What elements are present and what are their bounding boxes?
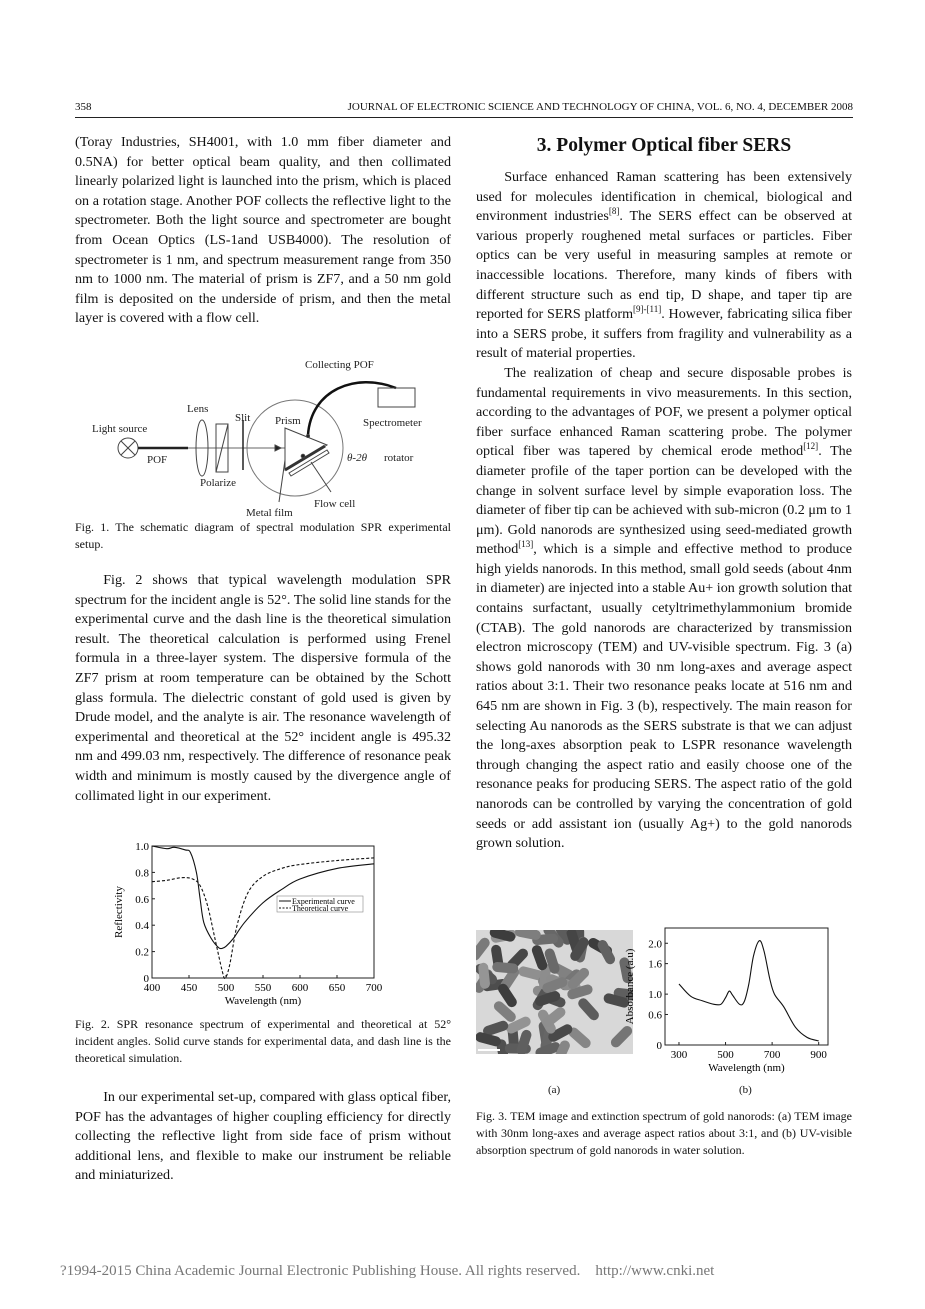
section-heading: 3. Polymer Optical fiber SERS	[536, 135, 792, 156]
label-rotator: rotator	[384, 452, 414, 464]
label-metal-film: Metal film	[246, 507, 293, 519]
label-prism: Prism	[275, 415, 301, 427]
label-flow-cell: Flow cell	[314, 498, 356, 510]
citation: [12]	[803, 441, 819, 452]
label-collecting-pof: Collecting POF	[305, 359, 374, 371]
spectrometer-box	[378, 388, 415, 407]
text-run: In our experimental set-up, compared with glass optical fiber, POF has the advantages of higher coupling efficiency for directly collecting the reflective light from side face of prism without additional lens, and flexible to make our instrument be reliable and miniaturized.	[75, 1089, 451, 1184]
x-tick-label: 500	[717, 1049, 734, 1061]
series-line-1	[152, 858, 374, 978]
citation: [8]	[608, 206, 620, 217]
legend-entry: Experimental curve	[292, 897, 355, 906]
left-paragraph-1	[75, 133, 451, 329]
y-tick-label: 0.2	[135, 946, 149, 959]
metal-film	[285, 446, 325, 470]
x-tick-label: 550	[254, 982, 272, 994]
label-pof: POF	[147, 454, 168, 466]
x-tick-label: 700	[365, 982, 383, 994]
y-axis-label: Reflectivity	[113, 886, 125, 938]
text-run: . However, fabricating silica fiber into a SERS probe, it suffers from fragility and vulnerability as a result of material properties.	[476, 306, 852, 362]
citation: [9]-[11]	[633, 304, 662, 315]
right-paragraphs	[476, 168, 852, 854]
x-axis-label: Wavelength (nm)	[708, 1062, 785, 1074]
x-tick-label: 450	[180, 982, 198, 994]
x-axis-label: Wavelength (nm)	[224, 995, 302, 1007]
figure-1-diagram	[75, 350, 455, 520]
text-run: The realization of cheap and secure disposable probes is fundamental requirements in vivo measurements. In this section, according to the advantages of POF, we present a polymer optical fiber surface enhanced Raman scattering probe. The polymer optical fiber was tapered by chemical erode method	[476, 364, 852, 460]
label-theta: θ-2θ	[347, 452, 367, 464]
x-tick-label: 500	[217, 982, 235, 994]
y-tick-label: 0	[656, 1040, 662, 1052]
plot-frame	[665, 928, 828, 1045]
page-number: 358	[75, 101, 92, 113]
scale-bar	[478, 1049, 500, 1051]
figure-3-caption: Fig. 3. TEM image and extinction spectrum of gold nanorods: (a) TEM image with 30nm long-axes and average aspect ratios about 3:1, and (b) UV-visible absorption spectrum of gold nanorods in water solution.	[476, 1109, 852, 1157]
label-light-source: Light source	[92, 423, 148, 435]
y-tick-label: 1.0	[648, 989, 662, 1002]
tem-image	[476, 930, 633, 1054]
y-tick-label: 1.6	[648, 958, 662, 971]
y-tick-label: 0.6	[648, 1009, 662, 1022]
y-tick-label: 2.0	[648, 938, 662, 951]
label-polarize: Polarize	[200, 477, 237, 489]
text-run: Surface enhanced Raman scattering has been extensively used for molecules identification in chemical, biological and environment industries	[476, 169, 852, 225]
series-line-0	[679, 941, 819, 1041]
left-paragraph-3	[75, 1088, 451, 1186]
figure-1-caption: Fig. 1. The schematic diagram of spectral modulation SPR experimental setup.	[75, 520, 451, 551]
text-run: . The diameter profile of the taper portion can be developed with the change in solvent surface level by simple evaporation loss. The diameter of fiber tip can be achieved with sub-micron (0.2 μm to 1 μm). Gold nanorods are synthesized using seed-mediated growth method	[476, 443, 852, 558]
header-rule	[75, 117, 853, 118]
legend	[277, 896, 363, 913]
x-tick-label: 650	[328, 982, 346, 994]
figure-3a-label: (a)	[548, 1084, 561, 1096]
citation: [13]	[518, 539, 534, 550]
left-paragraph-2	[75, 571, 451, 806]
figure-2-chart	[75, 835, 455, 1015]
x-tick-label: 600	[291, 982, 309, 994]
copyright-footer: ?1994-2015 China Academic Journal Electronic Publishing House. All rights reserved. http://www.cnki.net	[60, 1263, 715, 1279]
x-tick-label: 400	[143, 982, 161, 994]
text-run: . The SERS effect can be observed at various properly roughened metal surfaces or particles. Fiber optics can be very useful in measuring samples at remote or inaccessible locations. Therefore, many kinds of fibers with different structure such as end tip, D shape, and taper tip are reported for SERS platform	[476, 208, 852, 323]
text-run: Fig. 2 shows that typical wavelength modulation SPR spectrum for the incident angle is 52°. The solid line stands for the experimental curve and the dash line is the theoretical simulation result. The theoretical calculation is performed using Frenel formula in a three-layer system. The dispersive formula of the ZF7 prism at room temperature can be obtained by the Schott glass formula. The dielectric constant of gold used is given by Drude model, and the analyte is air. The resonance wavelength of experimental and theoretical at the 52° incident angle is 495.32 nm and 499.03 nm, respectively. The difference of resonance peak width and minimum is mostly caused by the divergence angle of collimated light in our experiment.	[75, 572, 451, 804]
label-lens: Lens	[187, 403, 209, 415]
figure-2-caption: Fig. 2. SPR resonance spectrum of experimental and theoretical at 52° incident angles. Solid curve stands for experimental data, and dash line is the theoretical simulation.	[75, 1017, 451, 1065]
x-tick-label: 700	[763, 1049, 781, 1061]
text-run: , which is a simple and effective method to produce high yields nanorods. In this method, small gold seeds (about 4nm in diameter) are injected into a stable Au+ ion growth solution that contains surfactant, usually cetyltrimethylammonium bromide (CTAB). The gold nanorods are characterized by transmission electron microscopy (TEM) and UV-visible spectrum. Fig. 3 (a) shows gold nanorods with 30 nm long-axes and average aspect ratios about 3:1. Their two resonance peaks locate at 516 nm and 645 nm are shown in Fig. 3 (b), respectively. The main reason for selecting Au nanorods as the SERS substrate is that we can adjust the long-axes absorption peak to LSPR resonance wavelength through changing the aspect ratio and easily choose one of the resonance peaks for producing SERS. The aspect ratio of the gold nanorods can be controlled by varying the concentration of gold seeds or add assistant ion (usually Ag+) to the gold nanorods grown solution.	[476, 541, 852, 852]
y-tick-label: 0	[143, 973, 149, 985]
running-header: JOURNAL OF ELECTRONIC SCIENCE AND TECHNOLOGY OF CHINA, VOL. 6, NO. 4, DECEMBER 2008	[347, 101, 853, 113]
figure-3b-label: (b)	[739, 1084, 752, 1096]
x-tick-label: 900	[810, 1049, 827, 1061]
label-slit: Slit	[235, 412, 251, 424]
y-tick-label: 0.6	[135, 893, 149, 906]
y-axis-label: Absorbance (a.u)	[624, 948, 636, 1025]
y-tick-label: 0.4	[135, 920, 149, 933]
x-tick-label: 300	[670, 1049, 688, 1061]
legend-entry: Theoretical curve	[292, 904, 349, 913]
text-run: (Toray Industries, SH4001, with 1.0 mm fiber diameter and 0.5NA) for better optical beam quality, and then collimated linearly polarized light is launched into the prism, which is placed on a rotation stage. Another POF collects the reflective light to the spectrometer. Both the light source and spectrometer are bought from Ocean Optics (LS-1and USB4000). The resolution of spectrometer is 1 nm, and spectrum measurement range from 350 nm to 1000 nm. The material of prism is ZF7, and a 50 nm gold film is deposited on the underside of prism, and then the metal layer is covered with a flow cell.	[75, 134, 451, 327]
y-tick-label: 1.0	[135, 841, 149, 853]
y-tick-label: 0.8	[135, 867, 149, 880]
figure-3b-chart	[620, 920, 860, 1080]
label-spectrometer: Spectrometer	[363, 417, 422, 429]
